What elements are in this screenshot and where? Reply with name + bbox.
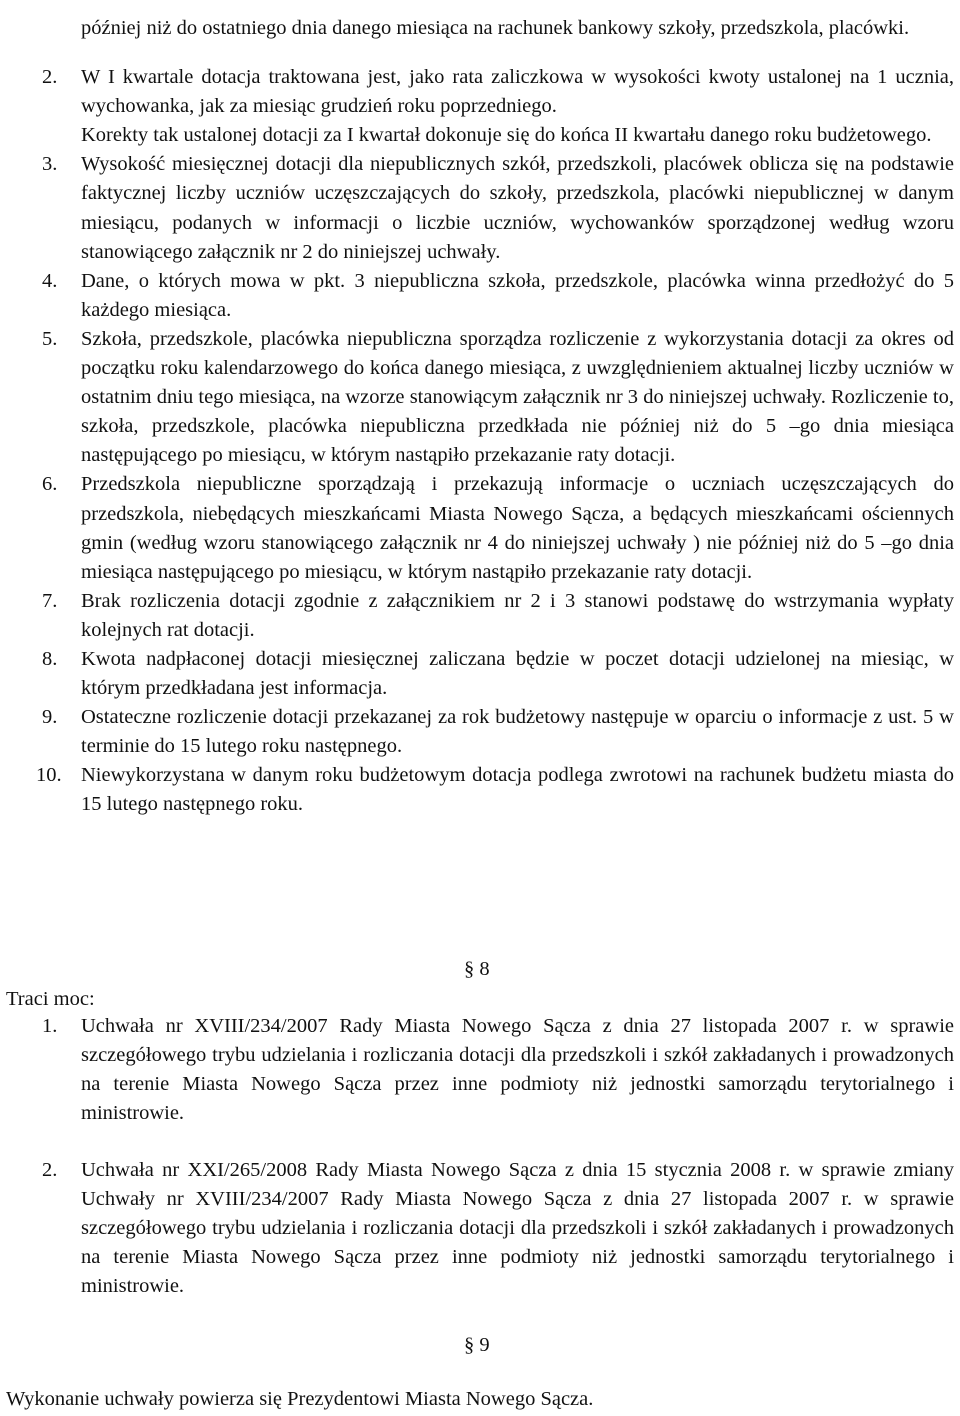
repeal-item-1 [0,1012,960,1128]
item-number: 7. [42,589,58,612]
item-text: Brak rozliczenia dotacji zgodnie z załącznikiem nr 2 i 3 stanowi podstawę do wstrzymania wypłaty kolejnych rat dotacji. [81,589,954,641]
item-number: 1. [42,1015,58,1037]
item-number: 9. [42,706,58,729]
section-9-heading [464,1331,564,1360]
item-number: 10. [36,764,62,787]
intro-continuation: później niż do ostatniego dnia danego miesiąca na rachunek bankowy szkoły, przedszkola, placówki. [81,16,910,39]
list-item-4 [0,267,960,325]
item-number: 2. [42,66,58,89]
repeal-heading: Traci moc: [6,988,95,1010]
final-provision: Wykonanie uchwały powierza się Prezydentowi Miasta Nowego Sącza. [6,1388,594,1410]
list-item-8 [0,645,960,703]
item-number: 8. [42,647,58,670]
item-text: Przedszkola niepubliczne sporządzają i przekazują informacje o uczniach uczęszczających do przedszkola, niebędących mieszkańcami Miasta Nowego Sącza, a będących mieszkańcami ościennych gmin (według wzoru stanowiącego załącznik nr 4 do niniejszej uchwały ) nie później niż do 5 –go dnia miesiąca następującego po miesiącu, w którym nastąpiło przekazanie raty dotacji. [81,473,954,583]
item-number: 5. [42,327,58,350]
item-text: Dane, o których mowa w pkt. 3 niepubliczna szkoła, przedszkole, placówka winna przedłożyć do 5 każdego miesiąca. [81,269,954,321]
item-text: Niewykorzystana w danym roku budżetowym dotacja podlega zwrotowi na rachunek budżetu miasta do 15 lutego następnego roku. [81,764,954,816]
repeal-list [0,1012,960,1128]
item-text: Kwota nadpłaconej dotacji miesięcznej zaliczana będzie w poczet dotacji udzielonej na miesiąc, w którym przedkładana jest informacja. [81,647,954,700]
list-item-2 [0,63,960,150]
item-number: 6. [42,473,58,496]
list-item-5 [0,325,960,470]
section-number: 9 [479,1334,490,1356]
item-text: Szkoła, przedszkole, placówka niepubliczna sporządza rozliczenie z wykorzystania dotacji za okres od początku roku kalendarzowego do końca danego miesiąca, z uwzględnieniem aktualnej liczby uczniów w ostatnim dniu tego miesiąca, na wzorze stanowiącym załącznik nr 3 do niniejszej uchwały. Rozliczenie to, szkoła, przedszkole, placówka niepubliczna przedkłada nie później niż do 5 –go dnia miesiąca następującego po miesiącu, w którym nastąpiło przekazanie raty dotacji. [81,327,954,467]
list-item-10 [0,761,960,819]
item-number: 4. [42,269,58,292]
list-item-7 [0,587,960,645]
item-number: 2. [42,1159,58,1181]
section-symbol: § [464,1334,475,1356]
item-text: Uchwała nr XXI/265/2008 Rady Miasta Nowego Sącza z dnia 15 stycznia 2008 r. w sprawie zmiany Uchwały nr XVIII/234/2007 Rady Miasta Nowego Sącza z dnia 27 listopada 2007 r. w sprawie szczegółowego trybu udzielania i rozliczania dotacji dla przedszkoli i szkół zakładanych i prowadzonych na terenie Miasta Nowego Sącza przez inne podmioty niż jednostki samorządu terytorialnego i ministrowie. [81,1159,954,1298]
repeal-list-2 [0,1156,960,1301]
section-8-heading [464,955,564,984]
item-text-continued: Korekty tak ustalonej dotacji za I kwartał dokonuje się do końca II kwartału danego roku budżetowego. [81,124,932,147]
list-item-9 [0,703,960,761]
item-text: W I kwartale dotacja traktowana jest, jako rata zaliczkowa w wysokości kwoty ustalonej na 1 ucznia, wychowanka, jak za miesiąc grudzień roku poprzedniego. [81,66,954,118]
item-text: Uchwała nr XVIII/234/2007 Rady Miasta Nowego Sącza z dnia 27 listopada 2007 r. w sprawie szczegółowego trybu udzielania i rozliczania dotacji dla przedszkoli i szkół zakładanych i prowadzonych na terenie Miasta Nowego Sącza przez inne podmioty niż jednostki samorządu terytorialnego i ministrowie. [81,1015,954,1125]
section-number: 8 [479,958,490,980]
list-item-6 [0,470,960,586]
list-item-3 [0,150,960,266]
item-number: 3. [42,153,58,176]
repeal-item-2 [0,1156,960,1301]
section-symbol: § [464,958,475,980]
item-text: Ostateczne rozliczenie dotacji przekazanej za rok budżetowy następuje w oparciu o informacje z ust. 5 w terminie do 15 lutego roku następnego. [81,706,954,758]
item-text: Wysokość miesięcznej dotacji dla niepublicznych szkół, przedszkoli, placówek oblicza się na podstawie faktycznej liczby uczniów uczęszczających do szkoły, przedszkola, placówki niepublicznej w danym miesiącu, podanych w informacji o liczbie uczniów, wychowanków sporządzonej według wzoru stanowiącego załącznik nr 2 do niniejszej uchwały. [81,153,954,263]
